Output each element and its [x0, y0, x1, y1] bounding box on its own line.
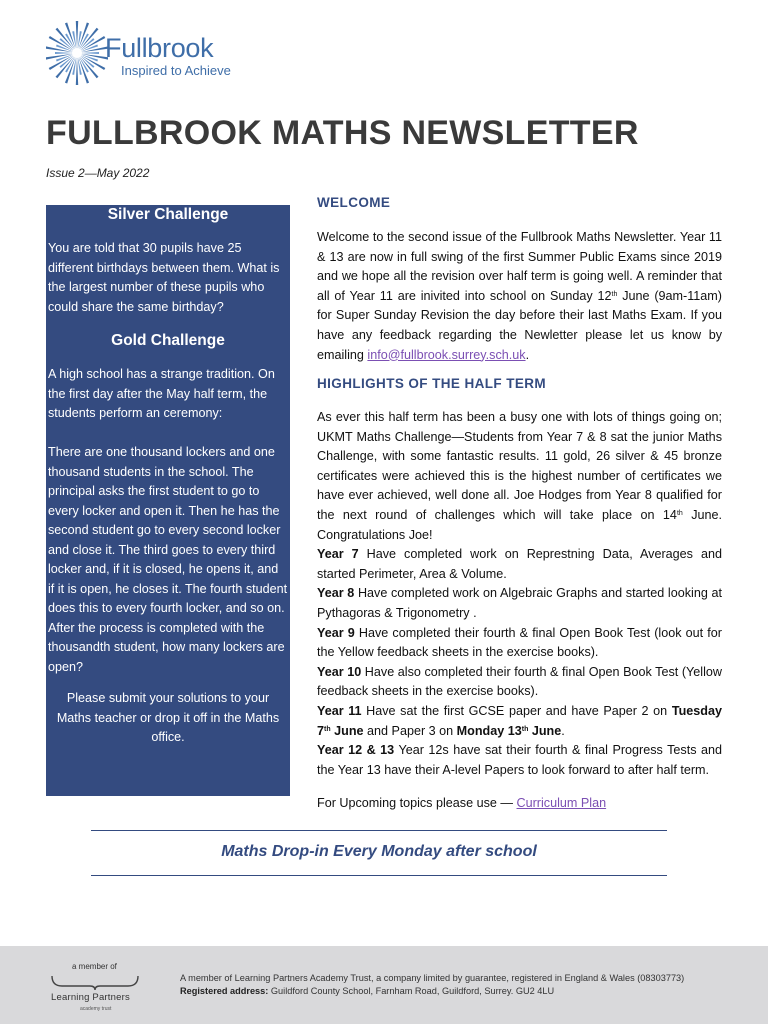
- highlights-heading: HIGHLIGHTS OF THE HALF TERM: [317, 376, 547, 391]
- silver-challenge-text: You are told that 30 pupils have 25 different birthdays between them. What is the largest number of these pupils who could share the same birthday?: [48, 241, 280, 314]
- email-link[interactable]: info@fullbrook.surrey.sch.uk: [367, 347, 526, 362]
- curriculum-plan-link[interactable]: Curriculum Plan: [516, 796, 607, 810]
- welcome-heading: WELCOME: [317, 195, 391, 210]
- gold-challenge-text: There are one thousand lockers and one thousand students in the school. The principal asks the first student to go to every locker and open it. Then he has the second student go to every second locker and close it. The third goes to every third locker and, if it is closed, he opens it, and if it is open, he closes it. The fourth student does this to every fourth locker, and so on. After the process is completed with the thousandth student, how many lockers are open?: [48, 445, 288, 674]
- learning-partners-logo-icon: [50, 972, 140, 992]
- trust-registration: A member of Learning Partners Academy Trust, a company limited by guarantee, registered in England & Wales (08303773): [180, 973, 685, 983]
- academy-trust-label: academy trust: [80, 1006, 112, 1012]
- learning-partners-name: Learning Partners: [51, 992, 130, 1003]
- ukmt-paragraph: As ever this half term has been a busy one with lots of things going on; UKMT Maths Challenge—Students from Year 7 & 8 sat the junior Maths Challenge, with some fantastic results. 11 gold, 26 silver & 45 bronze certificates were achieved this is the highest number of certificates we have ever achieved, well done all. Joe Hodges from Year 8 qualified for the next round of challenges which will take place on 14th June. Congratulations Joe!: [317, 410, 722, 542]
- year-8-update: Year 8 Have completed work on Algebraic Graphs and started looking at Pythagoras & Trigonometry .: [317, 586, 722, 620]
- logo-tagline: Inspired to Achieve: [121, 63, 231, 78]
- submit-instructions: Please submit your solutions to your Maths teacher or drop it off in the Maths office.: [56, 691, 280, 744]
- year-10-update: Year 10 Have also completed their fourth & final Open Book Test (Yellow feedback sheets in the exercise books).: [317, 664, 722, 699]
- welcome-text: Welcome to the second issue of the Fullbrook Maths Newsletter. Year 11 & 13 are now in full swing of the first Summer Public Exams since 2019 and we hope all the revision over half term is going well. A reminder that all of Year 11 are inivited into school on Sunday 12th June (9am-11am) for Super Sunday Revision the day before their last Maths Exam. If you have any feedback regarding the Newletter please let us know by emailing info@fullbrook.surrey.sch.uk.: [317, 230, 722, 362]
- footer: [0, 946, 768, 1024]
- gold-challenge-heading: Gold Challenge: [111, 332, 225, 349]
- logo-name: Fullbrook: [105, 33, 214, 63]
- upcoming-topics: For Upcoming topics please use — Curriculum Plan: [317, 796, 607, 810]
- sunburst-logo-icon: [46, 18, 108, 88]
- challenge-sidebar: [46, 205, 290, 796]
- member-of-label: a member of: [72, 962, 117, 971]
- registered-address: Registered address: Guildford County School, Farnham Road, Guildford, Surrey. GU2 4LU: [180, 986, 555, 996]
- year-12-13-update: Year 12 & 13 Year 12s have sat their fourth & final Progress Tests and the Year 13 have their A-level Papers to look forward to after half term.: [317, 743, 722, 777]
- highlights-body: [317, 408, 722, 780]
- year-9-update: Year 9 Have completed their fourth & final Open Book Test (look out for the Yellow feedback sheets in the exercise books).: [317, 625, 722, 660]
- year-7-update: Year 7 Have completed work on Represtning Data, Averages and started Perimeter, Area & Volume.: [317, 547, 722, 581]
- gold-challenge-intro: A high school has a strange tradition. On the first day after the May half term, the students perform an ceremony:: [48, 367, 275, 420]
- issue-date: Issue 2—May 2022: [46, 166, 150, 180]
- drop-in-banner: Maths Drop-in Every Monday after school: [221, 843, 537, 860]
- page-title: FULLBROOK MATHS NEWSLETTER: [46, 114, 639, 152]
- year-11-update: Year 11 Have sat the first GCSE paper and have Paper 2 on Tuesday 7th June and Paper 3 on Monday 13th June.: [317, 703, 722, 738]
- divider-bottom: [91, 875, 667, 876]
- silver-challenge-heading: Silver Challenge: [107, 206, 229, 223]
- divider-top: [91, 830, 667, 831]
